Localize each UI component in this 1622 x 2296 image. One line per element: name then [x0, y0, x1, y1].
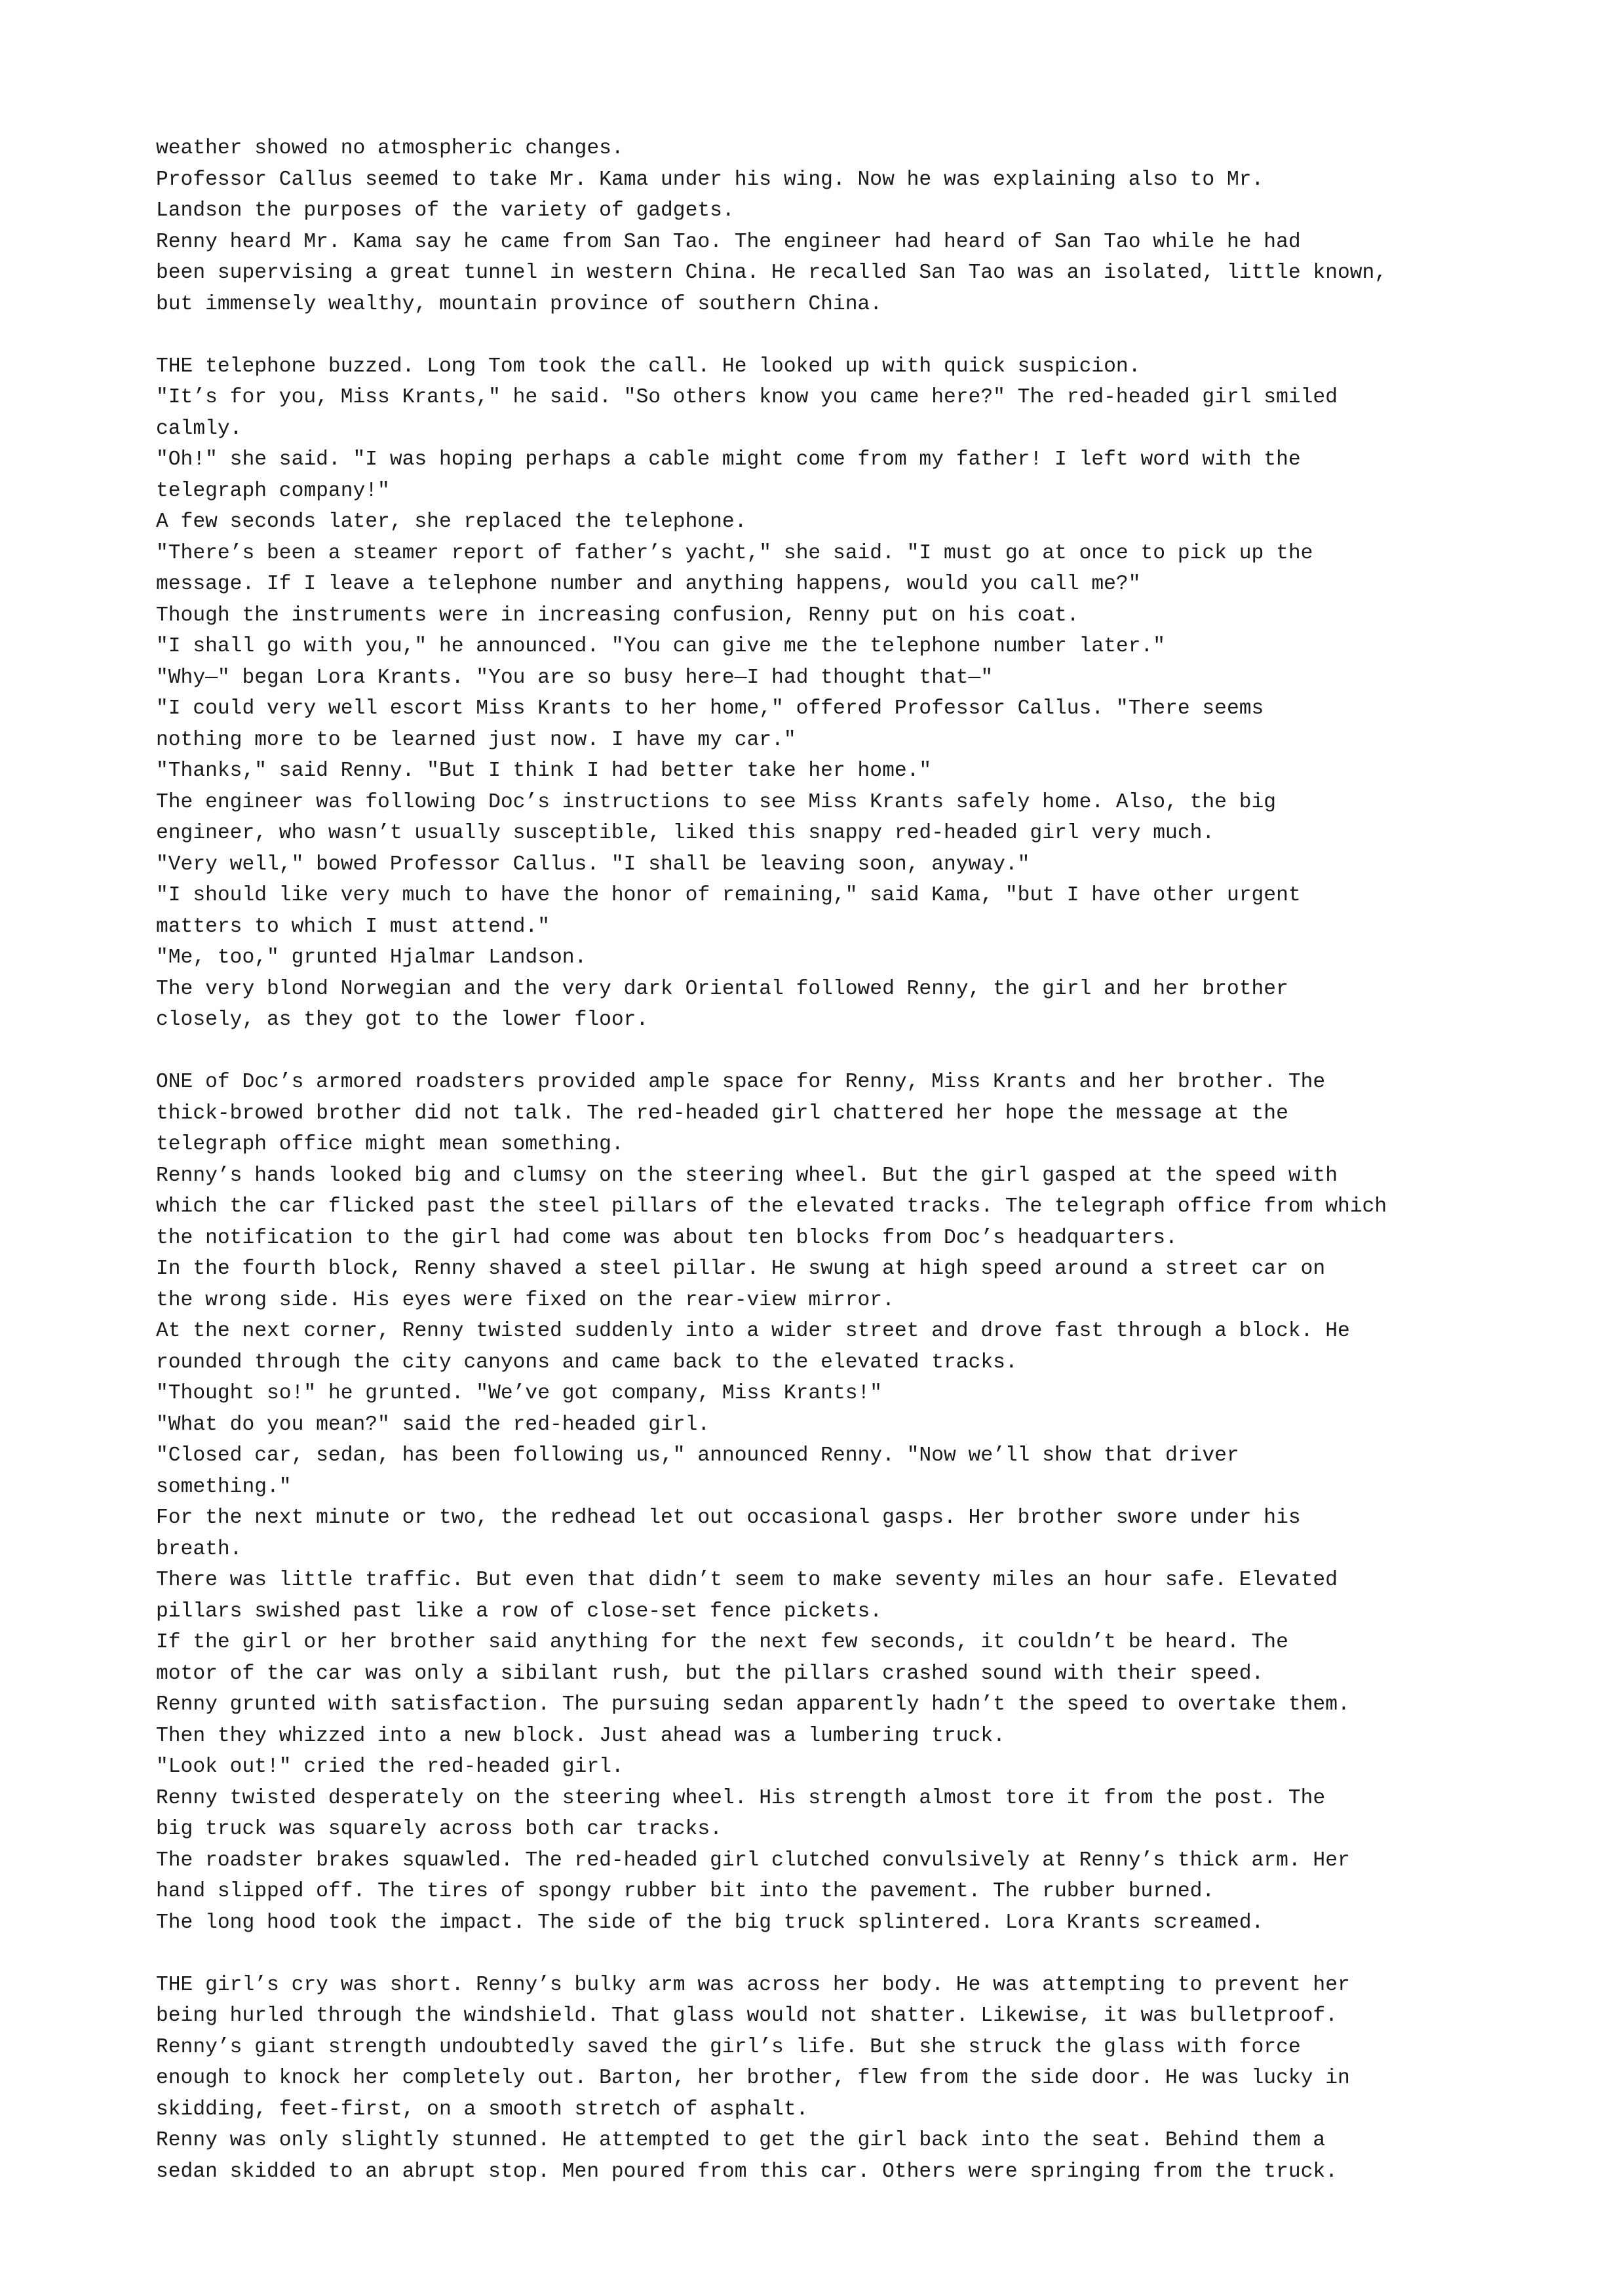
text-line: Professor Callus seemed to take Mr. Kama under his wing. Now he was explaining also to Mr. [156, 168, 1264, 191]
text-line: The very blond Norwegian and the very dark Oriental followed Renny, the girl and her brother [156, 977, 1288, 1001]
text-line: Renny’s giant strength undoubtedly saved the girl’s life. But she struck the glass with force [156, 2035, 1301, 2059]
text-line: If the girl or her brother said anything for the next few seconds, it couldn’t be heard. The [156, 1631, 1288, 1654]
text-line: pillars swished past like a row of close-set fence pickets. [156, 1599, 883, 1623]
text-line: nothing more to be learned just now. I have my car." [156, 728, 796, 752]
text-line: "Me, too," grunted Hjalmar Landson. [156, 946, 587, 969]
text-line: Renny grunted with satisfaction. The pursuing sedan apparently hadn’t the speed to overtake them. [156, 1693, 1350, 1716]
text-line: The roadster brakes squawled. The red-headed girl clutched convulsively at Renny’s thick arm. Her [156, 1848, 1350, 1872]
text-line: breath. [156, 1537, 242, 1561]
text-line: "I shall go with you," he announced. "You can give me the telephone number later." [156, 635, 1166, 658]
text-line: something." [156, 1475, 292, 1499]
text-line: thick-browed brother did not talk. The red-headed girl chattered her hope the message at the [156, 1101, 1288, 1125]
text-line: Though the instruments were in increasing confusion, Renny put on his coat. [156, 603, 1079, 627]
text-line: weather showed no atmospheric changes. [156, 137, 624, 160]
text-line: ONE of Doc’s armored roadsters provided ample space for Renny, Miss Krants and her brother. The [156, 1071, 1326, 1094]
text-line: "Thought so!" he grunted. "We’ve got company, Miss Krants!" [156, 1382, 883, 1405]
text-line: the notification to the girl had come was about ten blocks from Doc’s headquarters. [156, 1226, 1178, 1250]
text-line: rounded through the city canyons and came back to the elevated tracks. [156, 1350, 1018, 1374]
text-line: sedan skidded to an abrupt stop. Men poured from this car. Others were springing from the truck. [156, 2160, 1338, 2183]
text-line: closely, as they got to the lower floor. [156, 1008, 649, 1031]
text-line: "Thanks," said Renny. "But I think I had better take her home." [156, 759, 932, 782]
text-line: "Why—" began Lora Krants. "You are so busy here—I had thought that—" [156, 666, 994, 689]
text-line: motor of the car was only a sibilant rush, but the pillars crashed sound with their speed. [156, 1662, 1264, 1685]
text-line: The long hood took the impact. The side of the big truck splintered. Lora Krants screamed. [156, 1911, 1264, 1934]
text-line: "I could very well escort Miss Krants to her home," offered Professor Callus. "There seems [156, 697, 1264, 720]
section-4 [156, 1970, 1467, 2188]
text-line: the wrong side. His eyes were fixed on the rear-view mirror. [156, 1288, 895, 1312]
text-line: been supervising a great tunnel in western China. He recalled San Tao was an isolated, little known, [156, 261, 1387, 284]
text-line: big truck was squarely across both car tracks. [156, 1818, 722, 1841]
section-1 [156, 133, 1467, 320]
text-line: telegraph office might mean something. [156, 1133, 624, 1156]
document-page [156, 133, 1467, 2187]
text-line: "Very well," bowed Professor Callus. "I shall be leaving soon, anyway." [156, 852, 1030, 876]
text-line: which the car flicked past the steel pillars of the elevated tracks. The telegraph office from which [156, 1195, 1387, 1218]
text-line: At the next corner, Renny twisted suddenly into a wider street and drove fast through a block. He [156, 1320, 1350, 1343]
text-line: calmly. [156, 417, 242, 440]
text-line: Renny heard Mr. Kama say he came from San Tao. The engineer had heard of San Tao while he had [156, 230, 1301, 254]
section-break [156, 1938, 1467, 1970]
text-line: Then they whizzed into a new block. Just ahead was a lumbering truck. [156, 1724, 1005, 1748]
text-line: matters to which I must attend." [156, 915, 550, 938]
text-line: A few seconds later, she replaced the telephone. [156, 510, 747, 533]
text-line: "Look out!" cried the red-headed girl. [156, 1755, 624, 1778]
text-line: THE telephone buzzed. Long Tom took the call. He looked up with quick suspicion. [156, 354, 1141, 378]
text-line: hand slipped off. The tires of spongy rubber bit into the pavement. The rubber burned. [156, 1880, 1215, 1903]
section-3 [156, 1067, 1467, 1938]
text-line: For the next minute or two, the redhead let out occasional gasps. Her brother swore under his [156, 1506, 1301, 1529]
text-line: Renny’s hands looked big and clumsy on the steering wheel. But the girl gasped at the speed with [156, 1164, 1338, 1187]
text-line: engineer, who wasn’t usually susceptible, liked this snappy red-headed girl very much. [156, 822, 1215, 845]
text-line: "It’s for you, Miss Krants," he said. "So others know you came here?" The red-headed girl smiled [156, 386, 1338, 409]
text-line: "Closed car, sedan, has been following us," announced Renny. "Now we’ll show that driver [156, 1444, 1239, 1467]
section-2 [156, 351, 1467, 1036]
text-line: "There’s been a steamer report of father’s yacht," she said. "I must go at once to pick up the [156, 541, 1313, 565]
text-line: enough to knock her completely out. Barton, her brother, flew from the side door. He was lucky in [156, 2067, 1350, 2090]
text-line: telegraph company!" [156, 479, 390, 503]
text-line: Renny was only slightly stunned. He attempted to get the girl back into the seat. Behind them a [156, 2129, 1326, 2152]
text-line: There was little traffic. But even that didn’t seem to make seventy miles an hour safe. Elevated [156, 1569, 1338, 1592]
text-line: "What do you mean?" said the red-headed girl. [156, 1413, 710, 1436]
text-line: being hurled through the windshield. That glass would not shatter. Likewise, it was bulletproof. [156, 2004, 1338, 2027]
text-line: message. If I leave a telephone number and anything happens, would you call me?" [156, 573, 1141, 596]
text-line: "Oh!" she said. "I was hoping perhaps a cable might come from my father! I left word with the [156, 448, 1301, 471]
text-line: In the fourth block, Renny shaved a steel pillar. He swung at high speed around a street car on [156, 1257, 1326, 1280]
text-line: THE girl’s cry was short. Renny’s bulky arm was across her body. He was attempting to prevent her [156, 1973, 1350, 1997]
text-line: Renny twisted desperately on the steering wheel. His strength almost tore it from the post. The [156, 1786, 1326, 1810]
text-line: but immensely wealthy, mountain province of southern China. [156, 292, 883, 316]
section-break [156, 1036, 1467, 1067]
text-line: "I should like very much to have the honor of remaining," said Kama, "but I have other urgent [156, 884, 1301, 907]
text-line: skidding, feet-first, on a smooth stretch of asphalt. [156, 2097, 809, 2121]
section-break [156, 320, 1467, 351]
text-line: The engineer was following Doc’s instructions to see Miss Krants safely home. Also, the big [156, 790, 1277, 814]
text-line: Landson the purposes of the variety of gadgets. [156, 199, 735, 222]
